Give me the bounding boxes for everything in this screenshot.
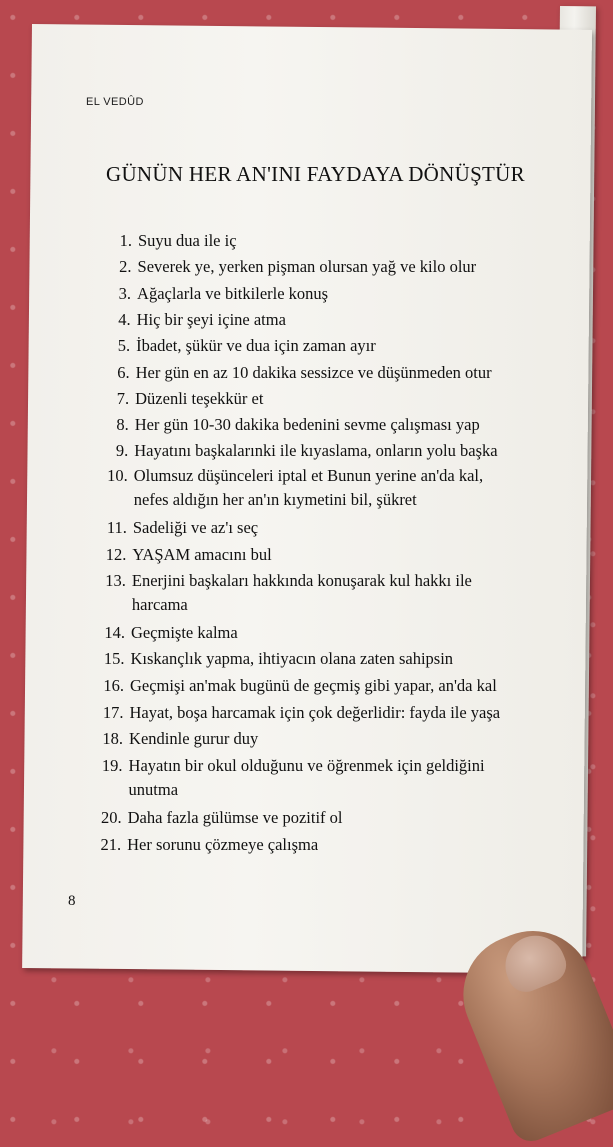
list-item xyxy=(107,414,480,435)
list-item xyxy=(99,834,318,855)
list-item-number: 5. xyxy=(117,336,131,355)
list-item xyxy=(108,362,492,383)
list-item-number: 4. xyxy=(118,310,131,329)
page-number: 8 xyxy=(68,893,76,909)
list-item xyxy=(106,440,497,461)
list-item-number: 2. xyxy=(119,257,132,276)
list-item-number: 9. xyxy=(115,441,129,460)
list-item-number: 1. xyxy=(119,231,132,250)
list-item-text: İbadet, şükür ve dua için zaman ayır xyxy=(136,336,376,355)
list-item-number: 8. xyxy=(116,415,129,434)
list-item xyxy=(103,622,238,643)
list-item xyxy=(109,283,328,304)
list-item-text: Kıskançlık yapma, ihtiyacın olana zaten sahipsin xyxy=(130,649,454,668)
list-item xyxy=(110,230,237,251)
list-item-number: 21. xyxy=(100,835,122,854)
list-item-text: Hayatın bir okul olduğunu ve öğrenmek için geldiğini xyxy=(128,756,485,775)
list-item-number: 3. xyxy=(118,284,132,303)
running-header: EL VEDÛD xyxy=(86,96,144,108)
list-item xyxy=(110,256,477,277)
list-item-continuation: harcama xyxy=(131,595,188,614)
list-item-continuation: unutma xyxy=(128,780,179,799)
list-item-number: 6. xyxy=(117,363,130,382)
list-item-number: 16. xyxy=(103,676,124,695)
list-item-text: Her gün en az 10 dakika sessizce ve düşünmeden otur xyxy=(135,363,492,382)
list-item xyxy=(102,675,497,696)
list-item xyxy=(104,570,472,591)
list-item-text: Her sorunu çözmeye çalışma xyxy=(127,835,319,854)
list-item-text: Ağaçlarla ve bitkilerle konuş xyxy=(137,284,329,303)
list-item-text: Geçmişi an'mak bugünü de geçmiş gibi yapar, an'da kal xyxy=(129,676,497,695)
list-item xyxy=(107,388,263,409)
list-item xyxy=(105,517,258,538)
page-title: GÜNÜN HER AN'INI FAYDAYA DÖNÜŞTÜR xyxy=(106,162,525,186)
list-item-text: Enerjini başkaları hakkında konuşarak kul hakkı ile xyxy=(131,571,472,590)
list-item-text: Daha fazla gülümse ve pozitif ol xyxy=(127,808,343,827)
list-item-text: Hayatını başkalarınki ile kıyaslama, onların yolu başka xyxy=(134,441,498,460)
list-item xyxy=(108,335,376,356)
list-item-number: 17. xyxy=(102,703,124,722)
list-item-number: 12. xyxy=(105,545,127,564)
list-item xyxy=(102,648,453,669)
list-item xyxy=(102,702,501,723)
list-item-text: Suyu dua ile iç xyxy=(138,231,237,250)
list-item-number: 10. xyxy=(107,466,128,485)
list-item-text: Her gün 10-30 dakika bedenini sevme çalışması yap xyxy=(134,415,480,434)
list-item xyxy=(109,309,286,330)
list-item-text: Kendinle gurur duy xyxy=(129,729,259,748)
list-item-text: Sadeliği ve az'ı seç xyxy=(132,518,259,537)
list-item-text: Hiç bir şeyi içine atma xyxy=(136,310,286,329)
list-item xyxy=(101,755,485,776)
list-item-continuation: nefes aldığın her an'ın kıymetini bil, şükret xyxy=(133,490,417,509)
list-item-number: 11. xyxy=(106,518,127,537)
list-item-number: 18. xyxy=(102,729,124,748)
list-item-text: Geçmişte kalma xyxy=(130,623,238,642)
list-item-number: 19. xyxy=(101,756,123,775)
list-item-number: 15. xyxy=(103,649,125,668)
list-item-number: 7. xyxy=(116,389,130,408)
list-item-number: 14. xyxy=(104,623,125,642)
list-item xyxy=(100,807,343,828)
list-item-text: Severek ye, yerken pişman olursan yağ ve kilo olur xyxy=(137,257,477,276)
list-item-text: Düzenli teşekkür et xyxy=(135,389,264,408)
list-item-number: 20. xyxy=(100,808,122,827)
list-item-text: Olumsuz düşünceleri iptal et Bunun yerine an'da kal, xyxy=(133,466,484,485)
list-item xyxy=(104,544,271,565)
list-item-text: YAŞAM amacını bul xyxy=(132,545,272,564)
list-item xyxy=(101,728,258,749)
list-item xyxy=(106,465,483,486)
list-item-text: Hayat, boşa harcamak için çok değerlidir: fayda ile yaşa xyxy=(129,703,501,722)
list-item-number: 13. xyxy=(105,571,126,590)
